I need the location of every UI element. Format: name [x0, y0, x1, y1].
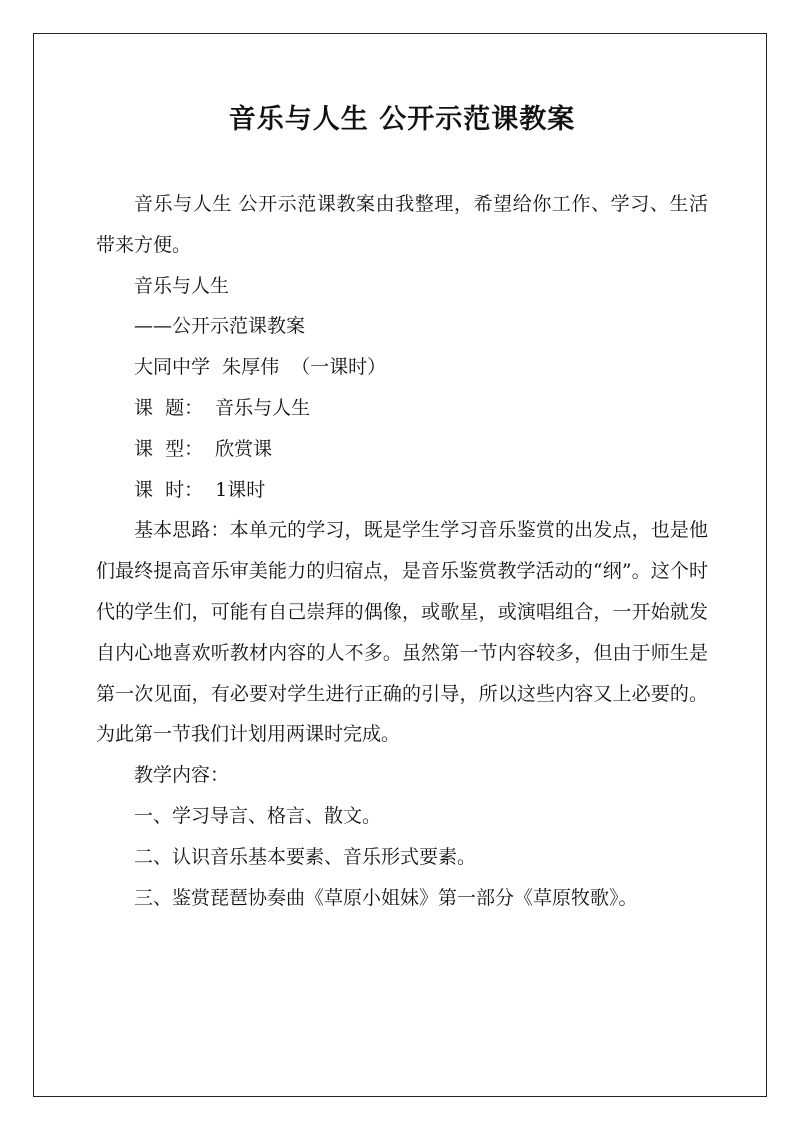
basic-idea-paragraph: 基本思路：本单元的学习，既是学生学习音乐鉴赏的出发点，也是他们最终提高音乐审美能力的归宿点，是音乐鉴赏教学活动的“纲”。这个时代的学生们，可能有自己崇拜的偶像，或歌星，或演唱组合，一开始就发自内心地喜欢听教材内容的人不多。虽然第一节内容较多，但由于师生是第一次见面，有必要对学生进行正确的引导，所以这些内容又上必要的。为此第一节我们计划用两课时完成。: [96, 519, 708, 746]
document-title: 音乐与人生 公开示范课教案: [228, 104, 576, 135]
document-body: [96, 100, 708, 918]
teaching-content-item: 一、学习导言、格言、散文。: [134, 804, 382, 827]
school-teacher-line: 大同中学 朱厚伟 （一课时）: [134, 356, 387, 379]
teaching-content-item: 二、认识音乐基本要素、音乐形式要素。: [134, 845, 477, 868]
teaching-content-heading: 教学内容：: [134, 764, 230, 787]
lesson-topic-line: 课 题： 音乐与人生: [134, 396, 311, 419]
lesson-plan-subtitle: ——公开示范课教案: [134, 315, 306, 338]
lesson-type-line: 课 型： 欣赏课: [134, 437, 273, 460]
intro-paragraph: 音乐与人生 公开示范课教案由我整理，希望给你工作、学习、生活带来方便。: [96, 193, 708, 256]
lesson-hours-line: 课 时： 1课时: [134, 478, 266, 501]
subject-title-line: 音乐与人生: [134, 274, 230, 297]
teaching-content-item: 三、鉴赏琵琶协奏曲《草原小姐妹》第一部分《草原牧歌》。: [134, 886, 638, 909]
